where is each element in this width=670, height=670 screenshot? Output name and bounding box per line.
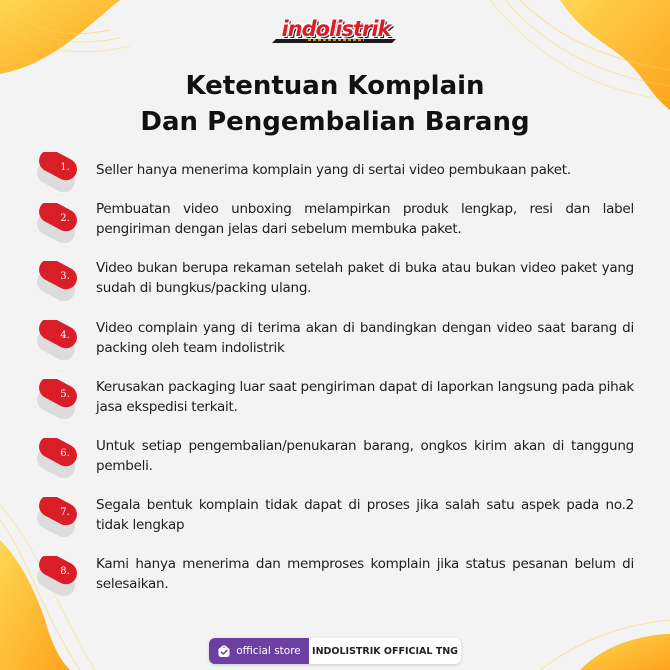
numbered-pill-icon xyxy=(34,261,80,297)
rule-number: 8. xyxy=(60,566,70,577)
numbered-pill-icon xyxy=(34,203,80,239)
rule-number: 6. xyxy=(60,448,70,459)
rule-number: 4. xyxy=(60,330,70,341)
rule-number: 1. xyxy=(60,162,70,173)
rule-number: 7. xyxy=(60,507,70,518)
rule-number: 3. xyxy=(60,271,70,282)
store-name: INDOLISTRIK OFFICIAL TNG xyxy=(312,645,458,657)
numbered-pill-icon xyxy=(34,497,80,533)
numbered-pill-icon xyxy=(34,320,80,356)
title-line-2: Dan Pengembalian Barang xyxy=(140,107,530,137)
store-badge-bar xyxy=(209,638,461,664)
rule-text: Seller hanya menerima komplain yang di sertai video pembukaan paket. xyxy=(96,162,571,178)
rule-text: Pembuatan video unboxing melampirkan produk lengkap, resi dan label pengiriman dengan jelas dari sebelum membuka paket. xyxy=(96,201,634,237)
numbered-pill-icon xyxy=(34,556,80,592)
rule-text: Segala bentuk komplain tidak dapat di proses jika salah satu aspek pada no.2 tidak lengkap xyxy=(96,497,634,533)
rule-text: Kami hanya menerima dan memproses komplain jika status pesanan belum di selesaikan. xyxy=(96,556,634,592)
rule-text: Kerusakan packaging luar saat pengiriman dapat di laporkan langsung pada pihak jasa ekspedisi terkait. xyxy=(96,379,634,415)
official-store-badge xyxy=(209,638,309,664)
numbered-pill-icon xyxy=(34,379,80,415)
rule-number: 2. xyxy=(60,213,70,224)
logo-text: indolistrik xyxy=(281,17,391,41)
rule-text: Video complain yang di terima akan di bandingkan dengan video saat barang di packing oleh team indolistrik xyxy=(96,320,634,356)
rule-text: Untuk setiap pengembalian/penukaran barang, ongkos kirim akan di tanggung pembeli. xyxy=(96,438,634,474)
numbered-pill-icon xyxy=(34,438,80,474)
title-line-1: Ketentuan Komplain xyxy=(185,71,485,101)
rule-text: Video bukan berupa rekaman setelah paket di buka atau bukan video paket yang sudah di bungkus/packing ulang. xyxy=(96,260,634,296)
rule-number: 5. xyxy=(60,389,70,400)
shopping-bag-check-icon xyxy=(217,644,231,658)
numbered-pill-icon xyxy=(34,152,80,188)
badge-label: official store xyxy=(236,645,301,657)
